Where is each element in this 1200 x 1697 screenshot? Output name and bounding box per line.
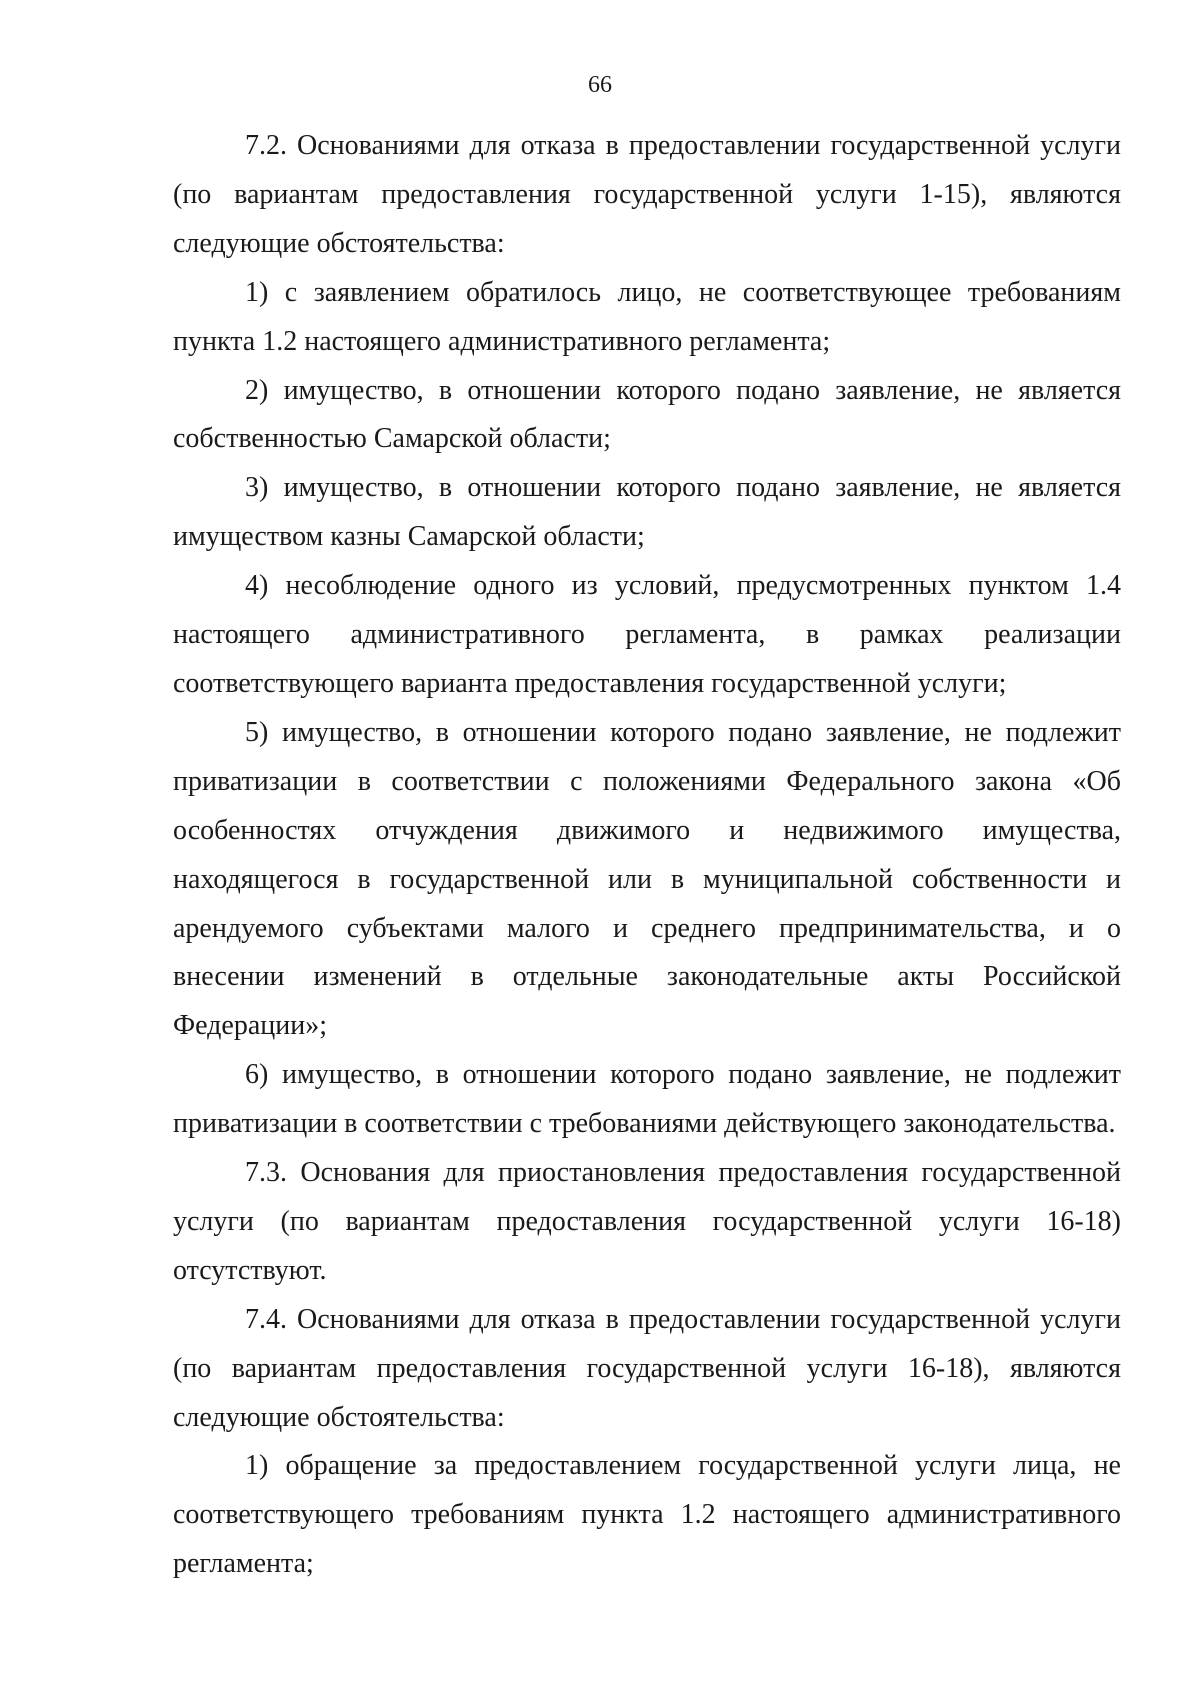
paragraph-7-2: 7.2. Основаниями для отказа в предоставлении государственной услуги (по вариантам предоставления государственной услуги 1-15), являются следующие обстоятельства: [173,130,1121,259]
paragraph-7-4: 7.4. Основаниями для отказа в предоставлении государственной услуги (по вариантам предоставления государственной услуги 16-18), являются следующие обстоятельства: [173,1303,1121,1433]
page-number: 66 [588,72,612,98]
document-body [173,122,1121,1589]
paragraph-7-4-item-1: 1) обращение за предоставлением государственной услуги лица, не соответствующего требованиям пункта 1.2 настоящего административного регламента; [173,1450,1121,1580]
paragraph-7-2-item-4: 4) несоблюдение одного из условий, предусмотренных пунктом 1.4 настоящего административного регламента, в рамках реализации соответствующего варианта предоставления государственной услуги; [173,570,1121,699]
paragraph-7-2-item-3: 3) имущество, в отношении которого подано заявление, не является имуществом казны Самарской области; [173,472,1121,553]
paragraph-7-2-item-5: 5) имущество, в отношении которого подано заявление, не подлежит приватизации в соответствии с положениями Федерального закона «Об особенностях отчуждения движимого и недвижимого имущества, находящегося в государственной или в муниципальной собственности и арендуемого субъектами малого и среднего предпринимательства, и о внесении изменений в отдельные законодательные акты Российской Федерации»; [173,716,1121,1042]
paragraph-7-2-item-1: 1) с заявлением обратилось лицо, не соответствующее требованиям пункта 1.2 настоящего административного регламента; [173,276,1121,357]
paragraph-7-2-item-2: 2) имущество, в отношении которого подано заявление, не является собственностью Самарской области; [173,374,1121,455]
paragraph-7-2-item-6: 6) имущество, в отношении которого подано заявление, не подлежит приватизации в соответствии с требованиями действующего законодательства. [173,1059,1121,1140]
paragraph-7-3: 7.3. Основания для приостановления предоставления государственной услуги (по вариантам предоставления государственной услуги 16-18) отсутствуют. [173,1157,1121,1286]
